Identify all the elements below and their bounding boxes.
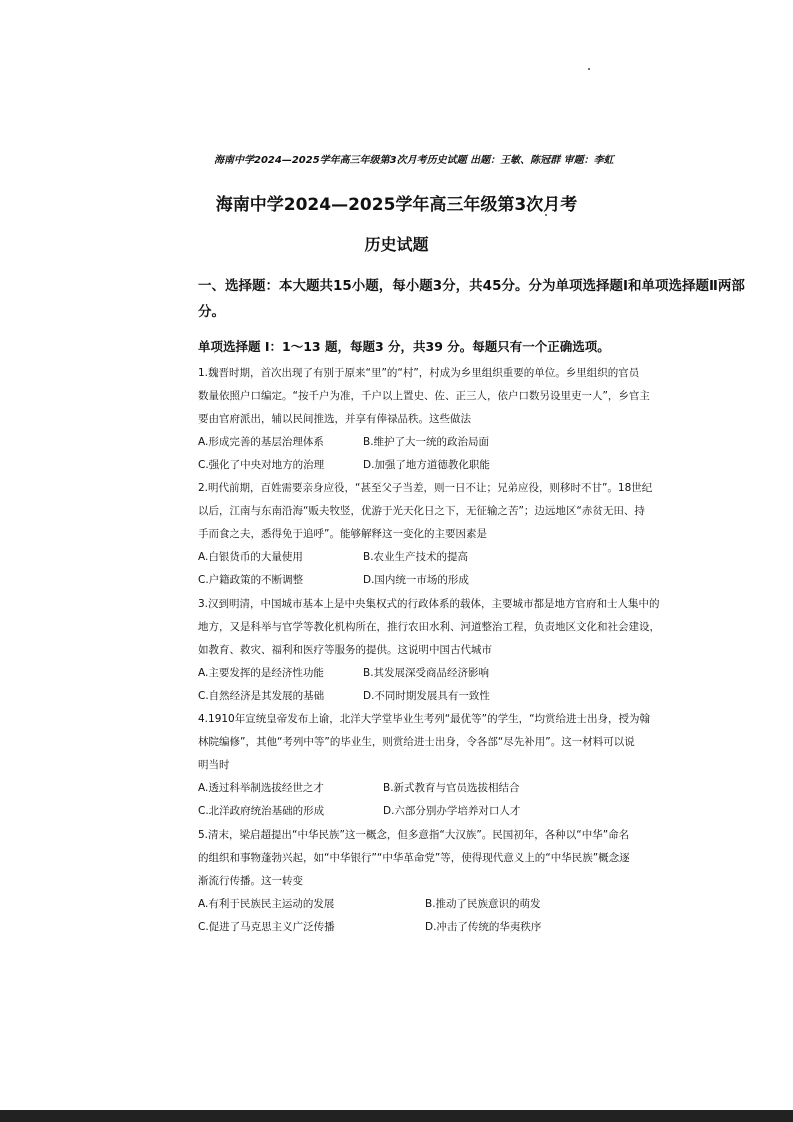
question-3-option-c: C.自然经济是其发展的基础 [198,690,325,702]
question-5-option-a: A.有利于民族民主运动的发展 [198,898,335,910]
question-2-line: 2.明代前期，百姓需要亲身应役，“甚至父子当差，则一日不让；兄弟应役，则移时不甘”。18世纪 [198,482,653,494]
question-1-line: 要由官府派出，辅以民间推选，并享有俸禄品秩。这些做法 [198,413,471,425]
question-3-option-a: A.主要发挥的是经济性功能 [198,667,324,679]
question-5-line: 5.清末，梁启超提出“中华民族”这一概念，但多意指“大汉族”。民国初年，各种以“中华”命名 [198,829,630,841]
question-1-line: 1.魏晋时期，首次出现了有别于原来“里”的“村”，村成为乡里组织重要的单位。乡里组织的官员 [198,367,640,379]
question-2-line: 手而食之夫，悉得免于追呼”。能够解释这一变化的主要因素是 [198,528,487,540]
question-5-option-c: C.促进了马克思主义广泛传播 [198,921,335,933]
question-4-option-b: B.新式教育与官员选拔相结合 [383,782,520,794]
scan-edge [0,1110,793,1122]
question-4-option-d: D.六部分别办学培养对口人才 [383,805,521,817]
scan-speck [588,68,590,70]
question-4-line: 4.1910年宣统皇帝发布上谕，北洋大学堂毕业生考列“最优等”的学生，“均赏给进士出身，授为翰 [198,713,651,725]
running-header: 海南中学2024—2025学年高三年级第3次月考历史试题 出题：王敏、陈冠群 审题：李虹 [214,155,614,166]
section-heading: 一、选择题：本大题共15小题，每小题3分，共45分。分为单项选择题Ⅰ和单项选择题Ⅱ两部 [198,278,745,294]
question-1-option-a: A.形成完善的基层治理体系 [198,436,324,448]
question-5-option-d: D.冲击了传统的华夷秩序 [425,921,542,933]
question-3-line: 如教育、救灾、福利和医疗等服务的提供。这说明中国古代城市 [198,644,492,656]
question-1-option-d: D.加强了地方道德教化职能 [363,459,490,471]
question-5-line: 渐流行传播。这一转变 [198,875,303,887]
question-3-option-b: B.其发展深受商品经济影响 [363,667,490,679]
exam-title: 海南中学2024—2025学年高三年级第3次月考 [215,195,578,215]
question-2-option-c: C.户籍政策的不断调整 [198,574,304,586]
question-4-option-a: A.透过科举制选拔经世之才 [198,782,324,794]
question-1-option-c: C.强化了中央对地方的治理 [198,459,325,471]
question-3-line: 地方，又是科举与官学等教化机构所在，推行农田水利、河道整治工程，负责地区文化和社会建设， [198,621,660,633]
question-2-line: 以后，江南与东南沿海“贩夫牧竖，优游于光天化日之下，无征输之苦”；边远地区“赤贫无田、持 [198,505,645,517]
question-2-option-b: B.农业生产技术的提高 [363,551,469,563]
question-1-line: 数量依照户口编定。“按千户为准，千户以上置史、佐、正三人，依户口数另设里吏一人”，乡官主 [198,390,650,402]
question-3-line: 3.汉到明清，中国城市基本上是中央集权式的行政体系的载体，主要城市都是地方官府和士人集中的 [198,598,660,610]
question-4-option-c: C.北洋政府统治基础的形成 [198,805,325,817]
question-4-line: 林院编修”，其他“考列中等”的毕业生，则赏给进士出身，令各部“尽先补用”。这一材料可以说 [198,736,635,748]
question-5-line: 的组织和事物蓬勃兴起，如“中华银行”“中华革命党”等，使得现代意义上的“中华民族”概念逐 [198,852,630,864]
question-4-line: 明当时 [198,759,230,771]
subsection-heading: 单项选择题 Ⅰ：1～13 题，每题3 分，共39 分。每题只有一个正确选项。 [198,339,610,354]
question-2-option-d: D.国内统一市场的形成 [363,574,469,586]
subject-title: 历史试题 [364,235,429,254]
question-3-option-d: D.不同时期发展具有一致性 [363,690,490,702]
question-5-option-b: B.推动了民族意识的萌发 [425,898,541,910]
question-2-option-a: A.白银货币的大量使用 [198,551,303,563]
question-1-option-b: B.维护了大一统的政治局面 [363,436,490,448]
section-heading-cont: 分。 [198,304,225,320]
